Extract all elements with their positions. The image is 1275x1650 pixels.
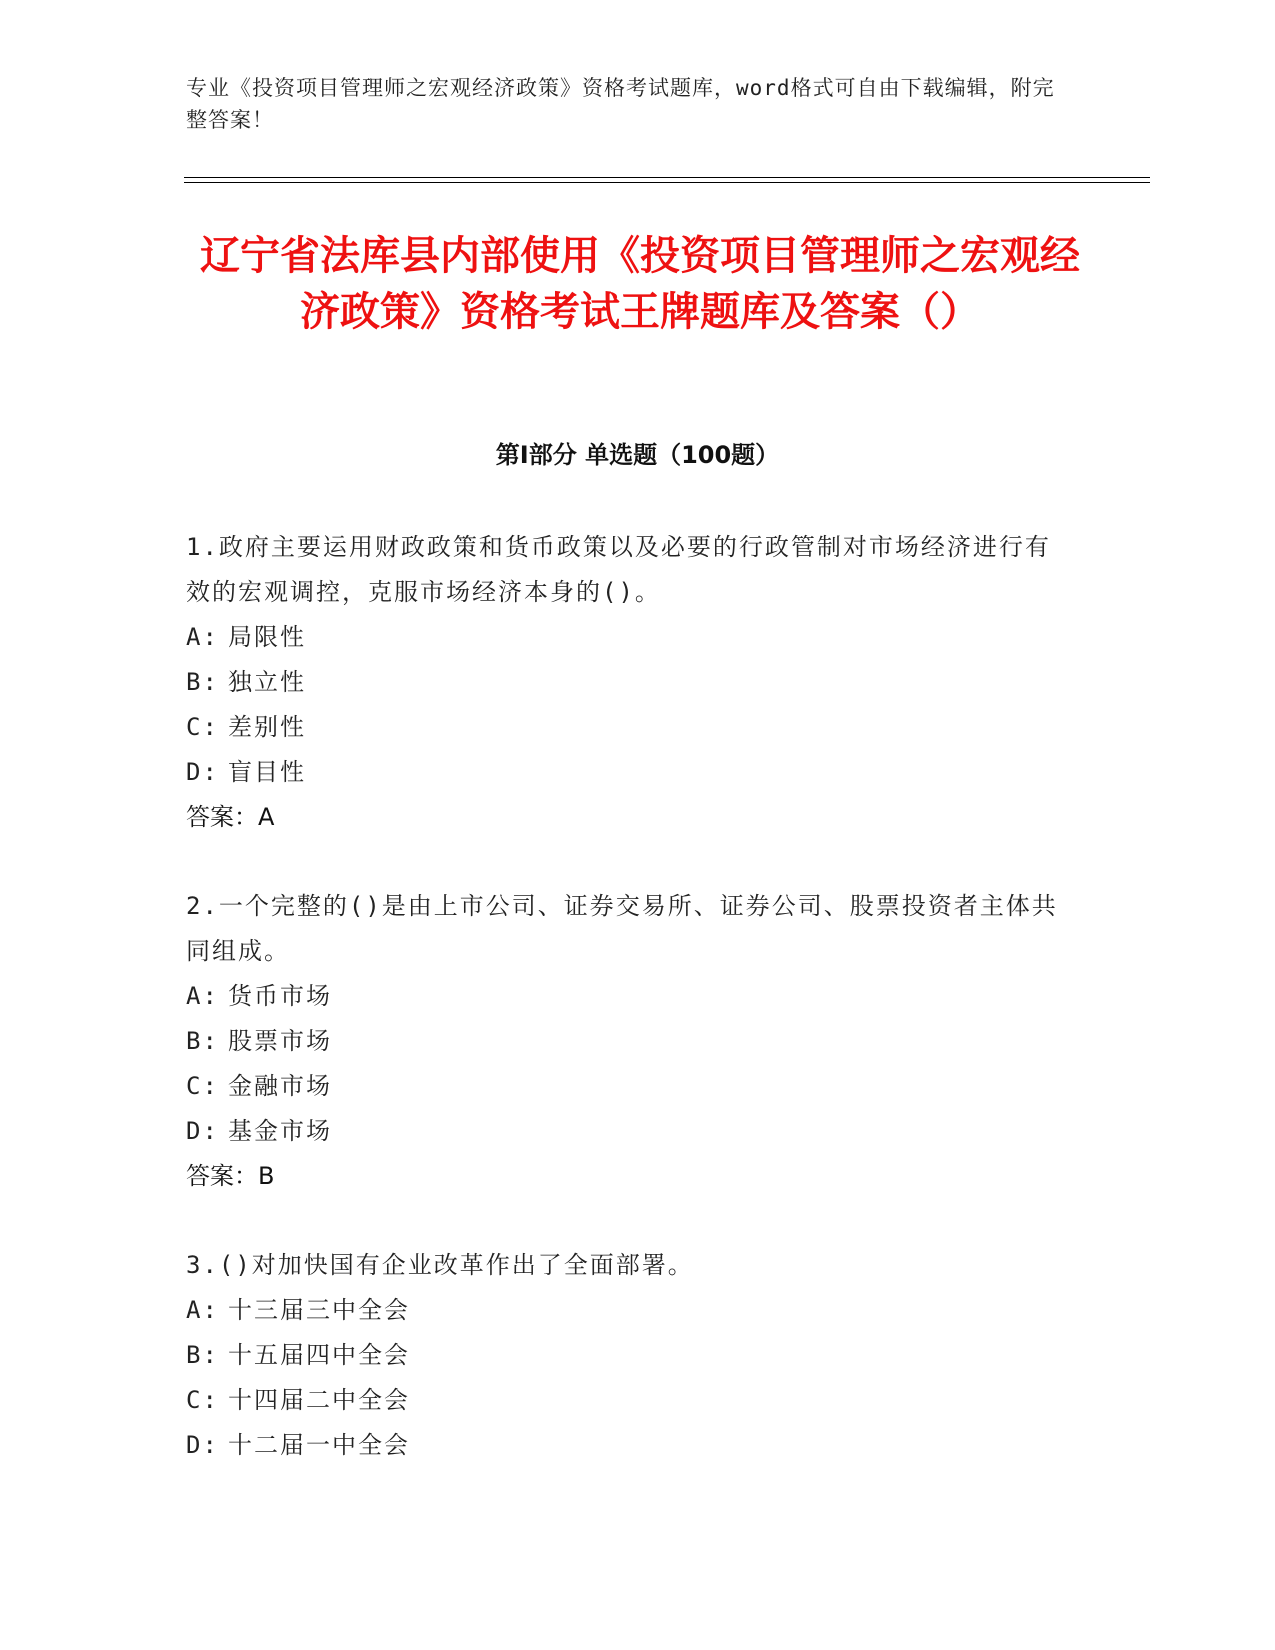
option-key: D: [186,1431,219,1459]
option-key: A: [186,623,219,651]
question-stem: 1.政府主要运用财政政策和货币政策以及必要的行政管制对市场经济进行有效的宏观调控，克服市场经济本身的()。 [186,533,1051,606]
header-divider-top [184,177,1150,178]
option-b [186,660,1066,705]
option-text: 独立性 [228,668,306,696]
option-key: D: [186,758,219,786]
question-list [186,525,1066,1512]
option-b [186,1019,1066,1064]
option-key: C: [186,713,219,741]
option-text: 十二届一中全会 [228,1431,410,1459]
option-a [186,974,1066,1019]
option-b [186,1333,1066,1378]
answer-line: 答案：A [186,803,275,831]
question-item [186,525,1066,840]
option-c [186,1064,1066,1109]
document-title: 辽宁省法库县内部使用《投资项目管理师之宏观经济政策》资格考试王牌题库及答案（） [200,233,1080,335]
question-item [186,884,1066,1199]
option-text: 金融市场 [228,1072,332,1100]
option-key: B: [186,1027,219,1055]
option-text: 基金市场 [228,1117,332,1145]
option-d [186,1109,1066,1154]
header-note: 专业《投资项目管理师之宏观经济政策》资格考试题库，word格式可自由下载编辑，附完整答案！ [186,76,1055,132]
option-d [186,1423,1066,1468]
question-item [186,1243,1066,1468]
header-divider-bottom [184,182,1150,183]
option-key: B: [186,668,219,696]
answer-line: 答案：B [186,1162,275,1190]
section-title: 第Ⅰ部分 单选题（100题） [495,441,780,469]
option-text: 差别性 [228,713,306,741]
question-stem: 3.()对加快国有企业改革作出了全面部署。 [186,1251,694,1279]
option-key: C: [186,1386,219,1414]
option-text: 盲目性 [228,758,306,786]
option-text: 股票市场 [228,1027,332,1055]
option-a [186,1288,1066,1333]
option-c [186,705,1066,750]
option-text: 十三届三中全会 [228,1296,410,1324]
option-c [186,1378,1066,1423]
option-text: 十四届二中全会 [228,1386,410,1414]
option-text: 货币市场 [228,982,332,1010]
option-a [186,615,1066,660]
option-d [186,750,1066,795]
option-key: D: [186,1117,219,1145]
question-stem: 2.一个完整的()是由上市公司、证券交易所、证券公司、股票投资者主体共同组成。 [186,892,1058,965]
option-key: B: [186,1341,219,1369]
option-text: 十五届四中全会 [228,1341,410,1369]
option-key: A: [186,982,219,1010]
option-key: C: [186,1072,219,1100]
option-text: 局限性 [228,623,306,651]
option-key: A: [186,1296,219,1324]
